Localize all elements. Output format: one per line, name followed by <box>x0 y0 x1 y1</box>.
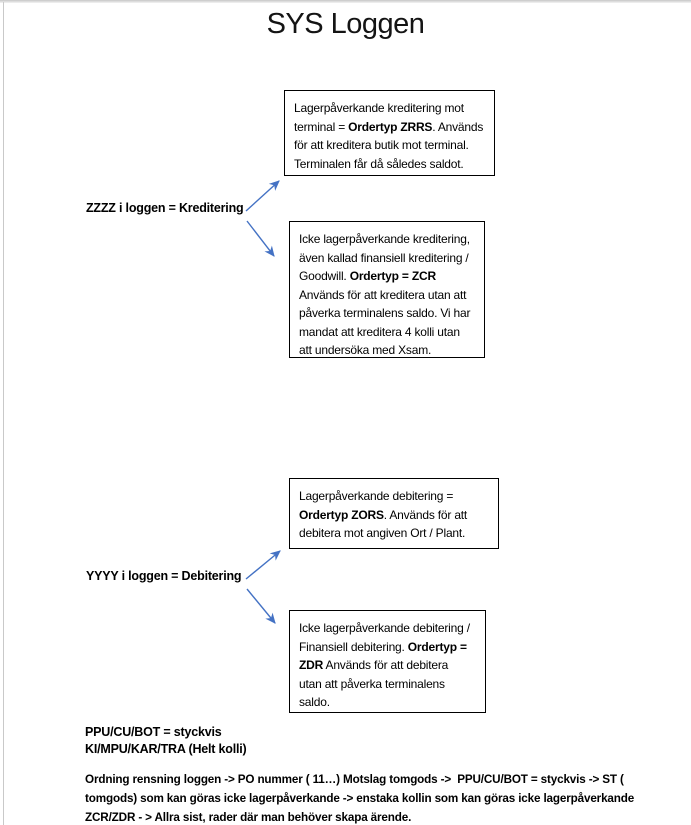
text-segment: Används för att kreditera utan att <box>299 287 467 302</box>
kreditering-label: ZZZZ i loggen = Kreditering <box>86 201 244 215</box>
box-text-line <box>299 506 489 525</box>
page-top-edge <box>0 0 691 3</box>
box-text-line <box>299 675 476 694</box>
text-segment: Lagerpåverkande debitering = <box>299 489 454 503</box>
text-segment: terminal = <box>294 119 349 134</box>
footer-helt-kolli-line: KI/MPU/KAR/TRA (Helt kolli) <box>85 742 247 756</box>
text-segment: för att kreditera butik mot terminal. <box>294 138 469 152</box>
footer-styckvis-line: PPU/CU/BOT = styckvis <box>85 725 222 739</box>
box-text-line <box>299 638 476 657</box>
box-text-line <box>299 323 475 342</box>
info-box-zcr <box>289 221 485 358</box>
box-text-line <box>294 155 485 174</box>
text-segment: Goodwill. <box>299 269 350 283</box>
order-type-code: Ordertyp = ZCR <box>349 269 436 283</box>
text-segment: . Används för att <box>383 507 468 522</box>
text-segment: debitera mot angiven Ort / Plant. <box>299 526 466 540</box>
box-text-line <box>299 341 475 360</box>
page-title: SYS Loggen <box>266 8 425 40</box>
box-text-line <box>299 656 476 675</box>
box-text-line <box>299 487 489 506</box>
text-segment: Icke lagerpåverkande debitering / <box>299 621 470 635</box>
text-segment: Terminalen får då således saldot. <box>294 156 464 171</box>
info-box-zdr <box>289 610 486 713</box>
connector-arrow-debitering-zors <box>246 551 280 579</box>
box-text-line <box>294 118 485 137</box>
box-text-line <box>299 524 489 543</box>
order-type-code: ZDR <box>299 658 324 672</box>
text-segment: även kallad finansiell kreditering / <box>299 250 469 265</box>
page-left-edge <box>3 2 4 825</box>
box-text-line <box>299 249 475 268</box>
footer-ordning-paragraph: Ordning rensning loggen -> PO nummer ( 11…) Motslag tomgods -> PPU/CU/BOT = styckvis -> ST ( tomgods) som kan göras icke lagerpåverkande -> enstaka kollin som kan göras icke lagerpåverkande ZCR/ZDR - > Allra sist, rader där man behöver skapa ärende. <box>85 773 638 824</box>
text-segment: mandat att kreditera 4 kolli utan <box>299 324 460 339</box>
debitering-label: YYYY i loggen = Debitering <box>86 569 242 583</box>
order-type-code: Ordertyp ZORS <box>299 507 384 522</box>
box-text-line <box>299 304 475 323</box>
text-segment: Lagerpåverkande kreditering mot <box>294 101 464 115</box>
box-text-line <box>299 267 475 286</box>
connector-arrow-debitering-zdr <box>247 589 275 623</box>
text-segment: Icke lagerpåverkande kreditering, <box>299 232 470 246</box>
text-segment: utan att påverka terminalens <box>299 676 445 691</box>
info-box-zors <box>289 478 499 549</box>
box-text-line <box>299 619 476 638</box>
box-text-line <box>299 230 475 249</box>
box-text-line <box>299 693 476 712</box>
connector-arrow-kreditering-zcr <box>247 221 274 256</box>
info-box-zrrs <box>284 90 495 176</box>
box-text-line <box>294 99 485 118</box>
text-segment: Finansiell debitering. <box>299 639 408 654</box>
order-type-code: Ordertyp = <box>407 639 467 654</box>
order-type-code: Ordertyp ZRRS <box>348 119 433 134</box>
connector-arrow-kreditering-zrrs <box>246 181 279 211</box>
text-segment: Används för att debitera <box>323 658 449 672</box>
box-text-line <box>294 136 485 155</box>
text-segment: saldo. <box>299 695 330 709</box>
text-segment: påverka terminalens saldo. Vi har <box>299 306 471 320</box>
box-text-line <box>299 286 475 305</box>
text-segment: att undersöka med Xsam. <box>299 343 432 357</box>
text-segment: . Används <box>432 119 484 134</box>
